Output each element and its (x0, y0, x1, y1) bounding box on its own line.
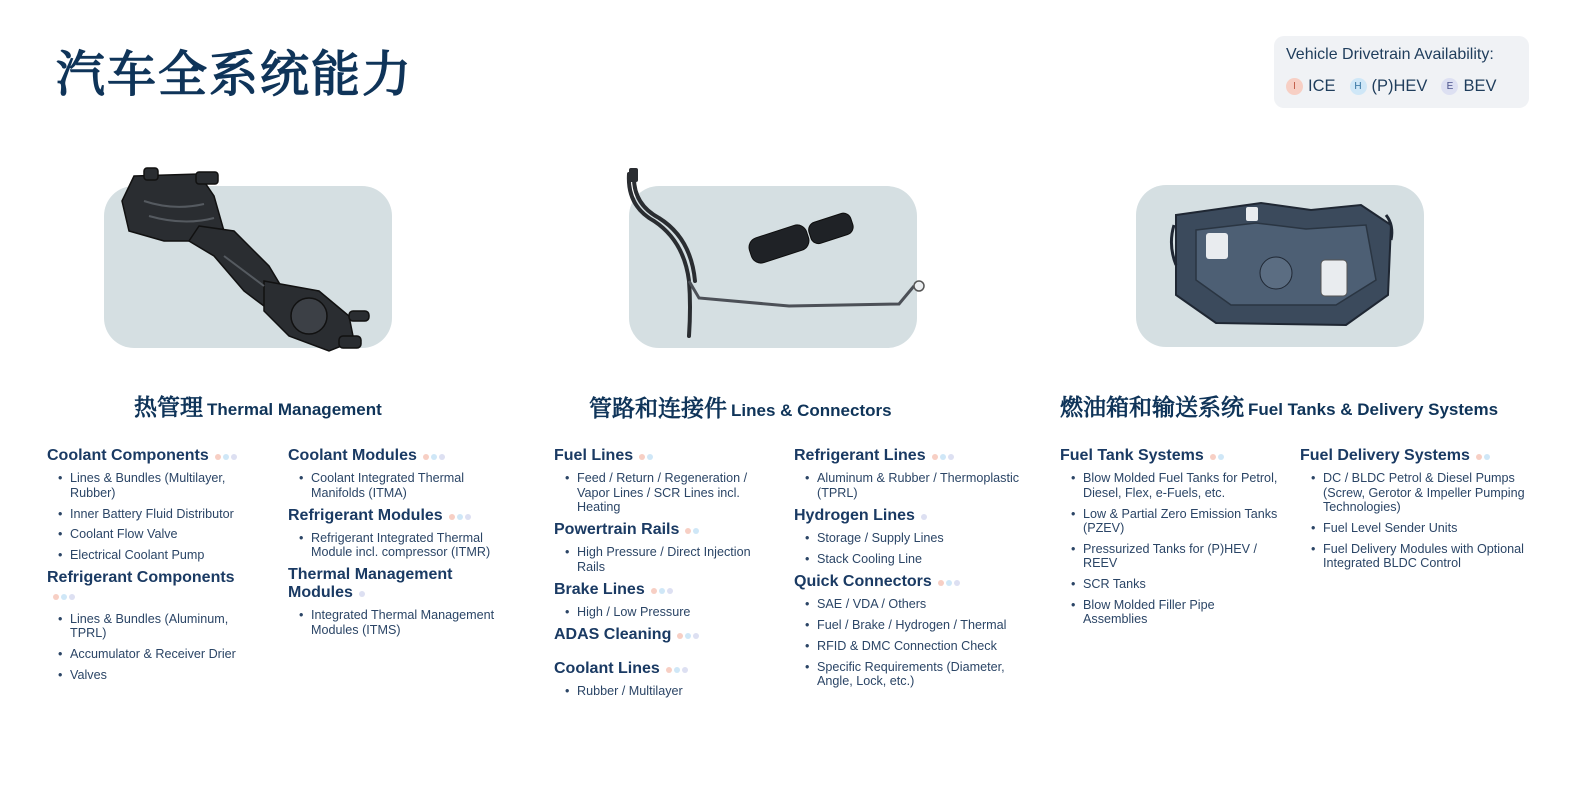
list-item: • Blow Molded Fuel Tanks for Petrol, Diesel, Flex, e-Fuels, etc. (1060, 471, 1280, 500)
drivetrain-dot-e-icon (682, 667, 688, 673)
drivetrain-dots (215, 447, 239, 465)
item-list (794, 597, 1029, 689)
drivetrain-dot-i-icon (639, 454, 645, 460)
category-powertrain-rails (554, 521, 769, 574)
category-title-text: Coolant Lines (554, 660, 660, 678)
legend-item-hev (1350, 77, 1428, 96)
drivetrain-dot-h-icon (223, 454, 229, 460)
list-item: • Specific Requirements (Diameter, Angle, Lock, etc.) (794, 660, 1029, 689)
category-coolant-modules (288, 447, 518, 500)
category-title-text: Refrigerant Modules (288, 506, 443, 524)
drivetrain-dot-i-icon (423, 454, 429, 460)
section-title-cn: 管路和连接件 (589, 396, 727, 422)
drivetrain-dot-h-icon (647, 454, 653, 460)
thermal-module-illustration (104, 186, 392, 348)
category-fuel-lines (554, 447, 769, 514)
page-title: 汽车全系统能力 (56, 46, 414, 103)
section-title-lines (589, 390, 892, 423)
bev-badge-icon: E (1441, 78, 1458, 95)
list-item: • Lines & Bundles (Aluminum, TPRL) (47, 612, 262, 641)
category-title (554, 660, 769, 678)
item-list (1060, 471, 1280, 627)
item-list (288, 471, 518, 500)
list-item: • SAE / VDA / Others (794, 597, 1029, 611)
list-item: • Fuel / Brake / Hydrogen / Thermal (794, 618, 1029, 632)
category-fuel-delivery-systems (1300, 447, 1530, 571)
drivetrain-dot-e-icon (948, 454, 954, 460)
category-brake-lines (554, 581, 769, 620)
list-item: • Fuel Level Sender Units (1300, 521, 1530, 535)
drivetrain-dots (685, 521, 701, 539)
drivetrain-dot-i-icon (666, 667, 672, 673)
legend-title: Vehicle Drivetrain Availability: (1286, 46, 1494, 63)
list-item: • Aluminum & Rubber / Thermoplastic (TPRL) (794, 471, 1029, 500)
list-item: • Rubber / Multilayer (554, 684, 769, 698)
category-refrigerant-lines (794, 447, 1029, 500)
item-list (1300, 471, 1530, 570)
category-title (1300, 447, 1530, 465)
drivetrain-dots (932, 447, 956, 465)
category-title (288, 566, 518, 602)
category-hydrogen-lines (794, 507, 1029, 567)
category-title-text: Hydrogen Lines (794, 506, 915, 524)
drivetrain-dot-e-icon (465, 514, 471, 520)
category-title-text: Brake Lines (554, 580, 645, 598)
fuel-tank-illustration (1136, 185, 1424, 347)
list-item: • Pressurized Tanks for (P)HEV / REEV (1060, 542, 1280, 571)
ice-badge-icon: I (1286, 78, 1303, 95)
item-list (47, 471, 262, 563)
category-adas-cleaning (554, 626, 769, 644)
list-item: • Coolant Integrated Thermal Manifolds (ITMA) (288, 471, 518, 500)
category-title-text: ADAS Cleaning (554, 625, 672, 643)
item-list (554, 545, 769, 574)
drivetrain-dots (449, 507, 473, 525)
drivetrain-legend (1274, 36, 1529, 108)
thermal-column-2 (288, 447, 518, 644)
drivetrain-dot-i-icon (651, 588, 657, 594)
drivetrain-dots (677, 626, 701, 644)
thermal-module-image (104, 186, 392, 348)
legend-item-bev (1441, 77, 1496, 96)
drivetrain-dot-h-icon (1484, 454, 1490, 460)
list-item: • Feed / Return / Regeneration / Vapor Lines / SCR Lines incl. Heating (554, 471, 769, 514)
drivetrain-dot-h-icon (1218, 454, 1224, 460)
drivetrain-dots (938, 573, 962, 591)
drivetrain-dot-e-icon (954, 580, 960, 586)
drivetrain-dot-h-icon (693, 528, 699, 534)
category-title (47, 569, 262, 605)
drivetrain-dot-h-icon (946, 580, 952, 586)
lines-column-1 (554, 447, 769, 705)
list-item: • RFID & DMC Connection Check (794, 639, 1029, 653)
item-list (47, 612, 262, 683)
drivetrain-dots (651, 581, 675, 599)
list-item: • Accumulator & Receiver Drier (47, 647, 262, 661)
category-thermal-management-modules (288, 566, 518, 637)
fuel-column-2 (1300, 447, 1530, 577)
drivetrain-dot-e-icon (921, 514, 927, 520)
category-quick-connectors (794, 573, 1029, 689)
item-list (794, 531, 1029, 566)
category-title (554, 626, 769, 644)
drivetrain-dots (53, 587, 77, 605)
section-title-en: Fuel Tanks & Delivery Systems (1248, 400, 1499, 419)
item-list (794, 471, 1029, 500)
drivetrain-dot-e-icon (693, 633, 699, 639)
drivetrain-dot-i-icon (449, 514, 455, 520)
drivetrain-dots (1476, 447, 1492, 465)
category-title (554, 581, 769, 599)
legend-label-ice: ICE (1308, 77, 1336, 95)
drivetrain-dots (639, 447, 655, 465)
list-item: • Blow Molded Filler Pipe Assemblies (1060, 598, 1280, 627)
category-title (288, 507, 518, 525)
list-item: • Refrigerant Integrated Thermal Module incl. compressor (ITMR) (288, 531, 518, 560)
legend-label-hev: (P)HEV (1371, 77, 1428, 95)
drivetrain-dot-i-icon (938, 580, 944, 586)
category-title (794, 507, 1029, 525)
category-title-text: Refrigerant Components (47, 569, 235, 587)
category-title-text: Refrigerant Lines (794, 447, 926, 465)
list-item: • Integrated Thermal Management Modules (ITMS) (288, 608, 518, 637)
lines-column-2 (794, 447, 1029, 695)
category-title-text: Fuel Tank Systems (1060, 447, 1204, 465)
category-coolant-lines (554, 660, 769, 699)
drivetrain-dot-i-icon (685, 528, 691, 534)
category-title-text: Coolant Components (47, 447, 209, 465)
section-title-fuel (1060, 389, 1498, 422)
section-title-cn: 燃油箱和输送系统 (1060, 395, 1244, 421)
list-item: • Storage / Supply Lines (794, 531, 1029, 545)
category-refrigerant-modules (288, 507, 518, 560)
list-item: • SCR Tanks (1060, 577, 1280, 591)
drivetrain-dots (666, 660, 690, 678)
fuel-line-illustration (629, 186, 917, 348)
fuel-tank-image (1136, 185, 1424, 347)
category-title-text: Powertrain Rails (554, 521, 680, 539)
category-title (554, 447, 769, 465)
drivetrain-dot-i-icon (215, 454, 221, 460)
category-fuel-tank-systems (1060, 447, 1280, 627)
drivetrain-dot-i-icon (53, 594, 59, 600)
lines-connectors-image (629, 186, 917, 348)
list-item: • Electrical Coolant Pump (47, 548, 262, 562)
list-item: • Fuel Delivery Modules with Optional Integrated BLDC Control (1300, 542, 1530, 571)
thermal-column-1 (47, 447, 262, 689)
category-title-text: Fuel Lines (554, 447, 634, 465)
list-item: • Coolant Flow Valve (47, 527, 262, 541)
category-title (794, 447, 1029, 465)
list-item: • High / Low Pressure (554, 605, 769, 619)
list-item: • Low & Partial Zero Emission Tanks (PZEV) (1060, 507, 1280, 536)
item-list (554, 471, 769, 514)
section-title-cn: 热管理 (134, 395, 203, 421)
drivetrain-dot-i-icon (677, 633, 683, 639)
drivetrain-dot-h-icon (659, 588, 665, 594)
drivetrain-dot-h-icon (457, 514, 463, 520)
section-title-thermal (134, 389, 382, 422)
legend-item-ice (1286, 77, 1336, 96)
drivetrain-dot-e-icon (359, 591, 365, 597)
drivetrain-dots (1210, 447, 1226, 465)
section-title-en: Thermal Management (207, 400, 382, 419)
fuel-column-1 (1060, 447, 1280, 633)
category-title (554, 521, 769, 539)
category-title (1060, 447, 1280, 465)
hev-badge-icon: H (1350, 78, 1367, 95)
drivetrain-dot-i-icon (1476, 454, 1482, 460)
drivetrain-dots (359, 584, 367, 602)
list-item: • Inner Battery Fluid Distributor (47, 507, 262, 521)
list-item: • High Pressure / Direct Injection Rails (554, 545, 769, 574)
legend-items (1286, 77, 1517, 96)
item-list (554, 684, 769, 698)
item-list (288, 531, 518, 560)
drivetrain-dot-e-icon (69, 594, 75, 600)
category-title (47, 447, 262, 465)
list-item: • DC / BLDC Petrol & Diesel Pumps (Screw, Gerotor & Impeller Pumping Technologies) (1300, 471, 1530, 514)
category-title-text: Quick Connectors (794, 572, 932, 590)
drivetrain-dots (423, 447, 447, 465)
item-list (288, 608, 518, 637)
drivetrain-dot-i-icon (932, 454, 938, 460)
category-refrigerant-components (47, 569, 262, 682)
category-title-text: Thermal Management Modules (288, 566, 453, 602)
category-coolant-components (47, 447, 262, 563)
drivetrain-dot-h-icon (685, 633, 691, 639)
drivetrain-dot-i-icon (1210, 454, 1216, 460)
category-title-text: Fuel Delivery Systems (1300, 447, 1470, 465)
list-item: • Stack Cooling Line (794, 552, 1029, 566)
drivetrain-dot-h-icon (431, 454, 437, 460)
section-title-en: Lines & Connectors (731, 401, 892, 420)
item-list (554, 605, 769, 619)
drivetrain-dot-h-icon (61, 594, 67, 600)
legend-label-bev: BEV (1463, 77, 1497, 95)
category-title (794, 573, 1029, 591)
drivetrain-dot-e-icon (667, 588, 673, 594)
drivetrain-dots (921, 507, 929, 525)
drivetrain-dot-e-icon (439, 454, 445, 460)
category-title (288, 447, 518, 465)
drivetrain-dot-h-icon (674, 667, 680, 673)
list-item: • Lines & Bundles (Multilayer, Rubber) (47, 471, 262, 500)
category-title-text: Coolant Modules (288, 447, 417, 465)
list-item: • Valves (47, 668, 262, 682)
drivetrain-dot-e-icon (231, 454, 237, 460)
drivetrain-dot-h-icon (940, 454, 946, 460)
